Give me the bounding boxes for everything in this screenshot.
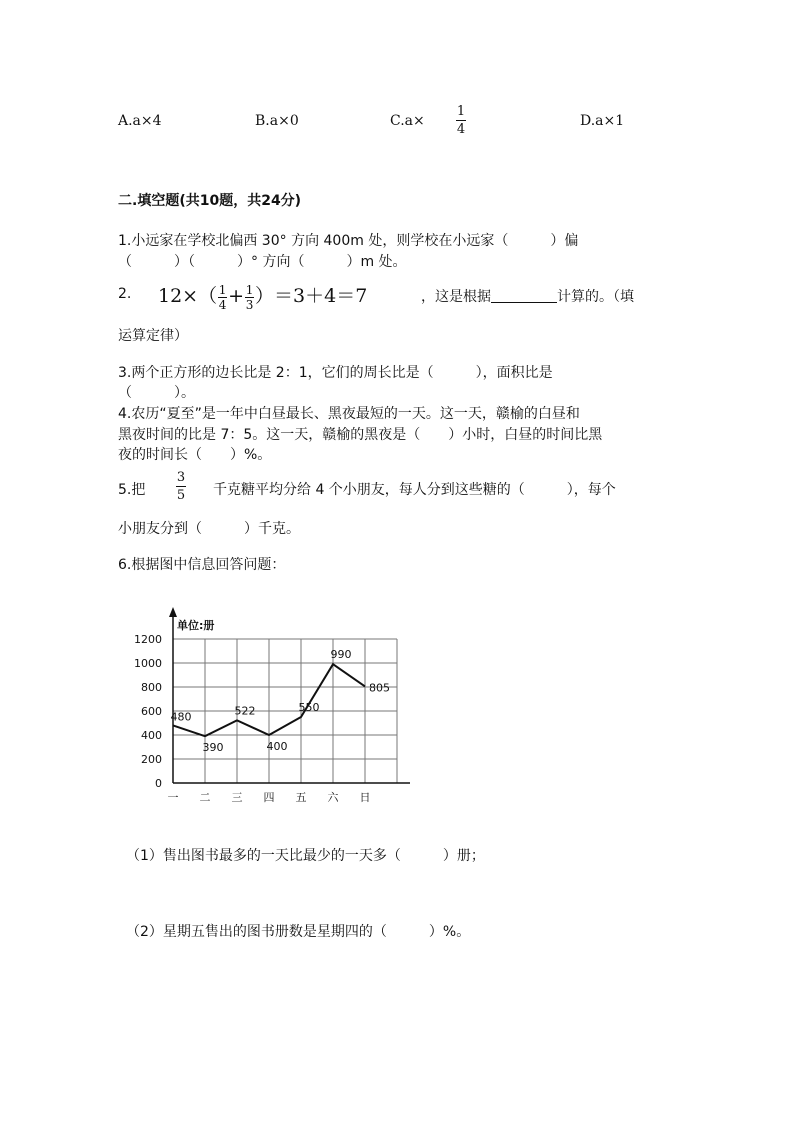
y-tick-label: 0 — [155, 777, 162, 790]
option-b: B.a×0 — [255, 113, 299, 129]
x-tick-label: 六 — [327, 791, 339, 804]
q5-prefix: 5.把 — [118, 482, 146, 498]
option-c-denominator: 4 — [456, 122, 466, 137]
q3-line2: （ ）。 — [118, 385, 195, 401]
q2-formula-prefix: 12×（ — [158, 285, 218, 307]
q5-denominator: 5 — [176, 488, 186, 503]
x-tick-label: 日 — [359, 791, 371, 804]
data-label: 522 — [234, 704, 256, 718]
x-tick-label: 二 — [199, 791, 211, 804]
q2-plus: + — [228, 285, 245, 307]
q6-sub2: （2）星期五售出的图书册数是星期四的（ ）%。 — [126, 924, 471, 940]
x-tick-label: 四 — [263, 791, 275, 804]
data-label: 805 — [369, 681, 390, 695]
x-tick-label: 五 — [295, 791, 307, 804]
q2-answer-blank[interactable] — [491, 288, 557, 303]
y-tick-label: 1200 — [134, 633, 162, 646]
sales-line-chart — [110, 605, 410, 810]
x-tick-label: 一 — [167, 791, 179, 804]
q2-text — [421, 286, 634, 306]
q5-numerator: 3 — [176, 470, 186, 485]
q6-text: 6.根据图中信息回答问题： — [118, 557, 286, 573]
q2-f2-num: 1 — [245, 282, 254, 297]
q1-line2: （ ）（ ）° 方向（ ）m 处。 — [118, 254, 407, 270]
q2-text-after2: 计算的。（填 — [557, 289, 634, 305]
q2-fraction-2 — [245, 284, 254, 311]
data-label: 990 — [330, 648, 352, 662]
q4-line1: 4.农历“夏至”是一年中白昼最长、黑夜最短的一天。这一天，赣榆的白昼和 — [118, 406, 580, 422]
q5-rest: 千克糖平均分给 4 个小朋友，每人分到这些糖的（ ），每个 — [213, 482, 616, 498]
q5-line2: 小朋友分到（ ）千克。 — [118, 521, 300, 537]
q6-sub1: （1）售出图书最多的一天比最少的一天多（ ）册； — [126, 848, 485, 864]
section-title: 二.填空题(共10题，共24分) — [118, 193, 302, 209]
option-d: D.a×1 — [580, 113, 625, 129]
q4-line3: 夜的时间长（ ）%。 — [118, 447, 272, 463]
q2-line2: 运算定律） — [118, 328, 188, 344]
q2-f1-num: 1 — [218, 282, 227, 297]
x-tick-label: 三 — [231, 791, 243, 804]
y-tick-label: 600 — [141, 705, 162, 718]
q2-formula — [158, 281, 367, 311]
option-c-numerator: 1 — [456, 104, 466, 119]
y-tick-label: 800 — [141, 681, 162, 694]
q2-f1-den: 4 — [218, 297, 227, 312]
y-tick-label: 400 — [141, 729, 162, 742]
q2-number: 2. — [118, 286, 132, 302]
q5-fraction — [176, 470, 186, 503]
data-label: 400 — [266, 740, 288, 753]
data-label: 390 — [202, 741, 224, 755]
option-c-fraction — [456, 104, 466, 137]
data-label: 480 — [170, 710, 192, 724]
unit-label: 单位:册 — [177, 619, 215, 632]
data-label: 550 — [298, 701, 320, 714]
q4-line2: 黑夜时间的比是 7：5。这一天，赣榆的黑夜是（ ）小时，白昼的时间比黑 — [118, 427, 603, 443]
q3-line1: 3.两个正方形的边长比是 2：1，它们的周长比是（ ），面积比是 — [118, 365, 553, 381]
option-c: C.a× — [390, 113, 425, 129]
option-a: A.a×4 — [118, 113, 162, 129]
q2-fraction-1 — [218, 284, 227, 311]
q2-f2-den: 3 — [245, 297, 254, 312]
y-axis-arrow — [169, 607, 177, 617]
y-tick-label: 1000 — [134, 657, 162, 670]
q1-line1: 1.小远家在学校北偏西 30° 方向 400m 处，则学校在小远家（ ）偏 — [118, 233, 579, 249]
y-tick-label: 200 — [141, 753, 162, 766]
q2-text-after: ，这是根据 — [421, 289, 491, 305]
q2-formula-suffix: ）＝3＋4＝7 — [255, 285, 368, 307]
